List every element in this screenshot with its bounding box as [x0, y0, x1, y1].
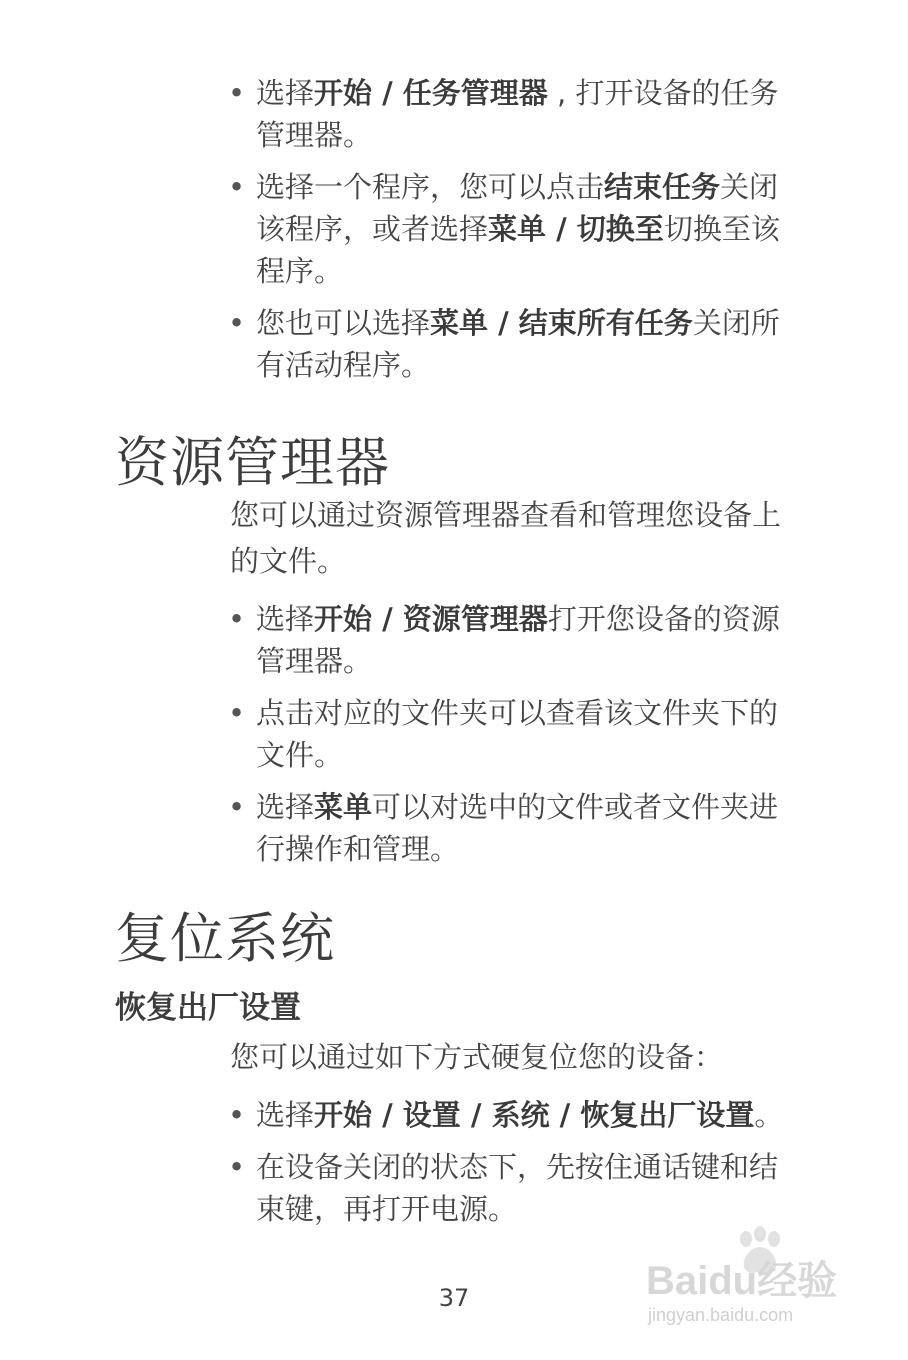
list-item: • 选择菜单可以对选中的文件或者文件夹进行操作和管理。	[228, 786, 798, 870]
list-item: • 在设备关闭的状态下，先按住通话键和结束键，再打开电源。	[228, 1146, 798, 1230]
list-item: • 选择一个程序，您可以点击结束任务关闭该程序，或者选择菜单 / 切换至切换至该程序。	[228, 166, 798, 292]
reset-intro: 您可以通过如下方式硬复位您的设备：	[230, 1040, 724, 1074]
baidu-watermark	[640, 1225, 880, 1335]
watermark-logo: Baidu经验	[646, 1259, 838, 1303]
list-item: • 点击对应的文件夹可以查看该文件夹下的文件。	[228, 692, 798, 776]
list-item: • 您也可以选择菜单 / 结束所有任务关闭所有活动程序。	[228, 302, 798, 386]
list-item: • 选择开始 / 资源管理器打开您设备的资源管理器。	[228, 598, 798, 682]
list-item: • 选择开始 / 设置 / 系统 / 恢复出厂设置。	[228, 1094, 798, 1136]
explorer-list	[228, 598, 798, 880]
section-title-reset: 复位系统	[115, 907, 335, 970]
section-title-explorer: 资源管理器	[115, 431, 390, 494]
watermark-url: jingyan.baidu.com	[648, 1305, 794, 1325]
task-manager-list	[228, 72, 798, 396]
page-number: 37	[438, 1284, 470, 1312]
subsection-title-factory-reset: 恢复出厂设置	[115, 990, 301, 1026]
explorer-intro: 您可以通过资源管理器查看和管理您设备上的文件。	[230, 498, 782, 578]
reset-list	[228, 1094, 798, 1240]
list-item: • 选择开始 / 任务管理器 , 打开设备的任务管理器。	[228, 72, 798, 156]
